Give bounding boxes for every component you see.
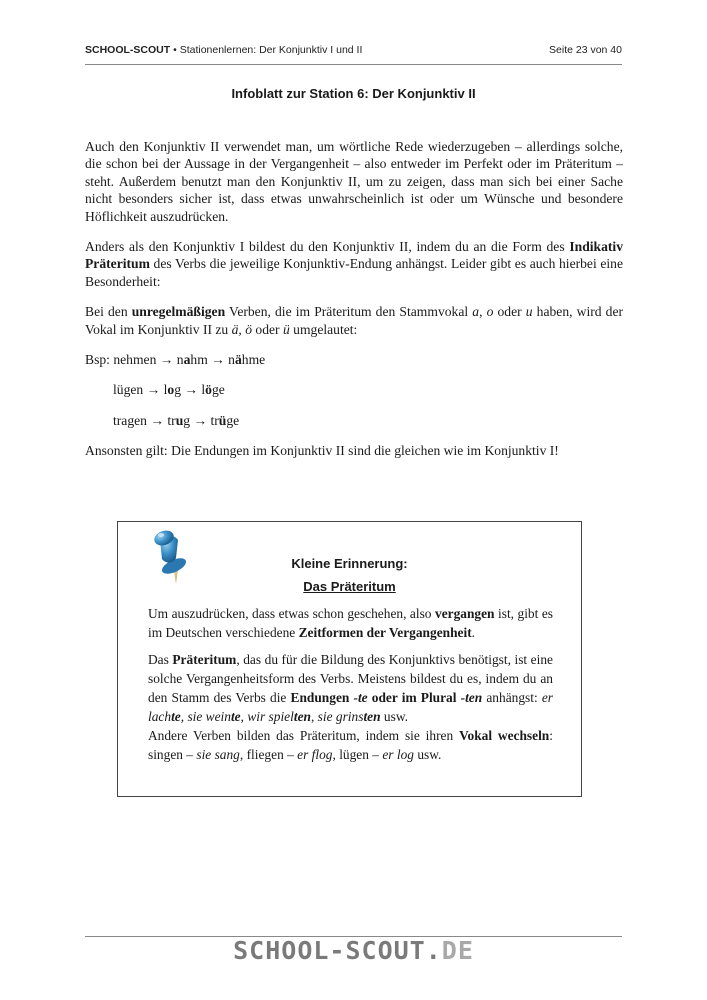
- stem-part: n: [228, 352, 235, 368]
- stem-part: hm: [190, 352, 208, 368]
- text-span: ist, gibt es im Deutschen verschiedene: [148, 606, 553, 640]
- verb-konjunktiv: [228, 352, 265, 367]
- arrow-right-icon: →: [184, 382, 198, 398]
- arrow-right-icon: →: [193, 412, 208, 428]
- example-stem: er lach: [148, 690, 553, 724]
- text-span: des Verbs die jeweilige Konjunktiv-Endung anhängst. Leider gibt es auch hierbei eine Besonderheit:: [85, 256, 623, 289]
- stem-part: hme: [241, 352, 266, 368]
- text-span: ,: [240, 709, 248, 724]
- umlaut: ü: [282, 321, 290, 337]
- text-span: oder: [252, 321, 283, 337]
- bold-term: unregelmäßigen: [131, 304, 226, 320]
- example-line-2: [85, 381, 623, 398]
- example-line-3: [85, 412, 623, 429]
- example-form: sie sang: [196, 747, 240, 762]
- vowel: u: [525, 304, 533, 320]
- header-brand: SCHOOL-SCOUT: [85, 44, 171, 56]
- text-span: ,: [310, 709, 318, 724]
- arrow-right-icon: →: [146, 382, 161, 398]
- text-span: Andere Verben bilden das Präteritum, indem sie ihren: [148, 728, 460, 743]
- example-line-1: [85, 351, 623, 368]
- box-paragraph-2: [148, 650, 553, 764]
- stem-vowel: a: [183, 352, 191, 368]
- paragraph-intro: Auch den Konjunktiv II verwendet man, um wörtliche Rede wiederzugeben – allerdings solche, die schon bei der Aussage in der Vergangenheit – also entweder im Perfekt oder im Präteritum – steht. Außerdem benutzt man den Konjunktiv II, um zu zeigen, dass man sich bei einer Sache nicht besonders sicher ist, dass etwas unwahrscheinlich ist oder um Wünsche und besondere Höflichkeit auszudrücken.: [85, 139, 623, 224]
- page-title: Infoblatt zur Station 6: Der Konjunktiv II: [231, 86, 476, 101]
- stem-part: l: [201, 382, 206, 398]
- bold-term: Präteritum: [172, 652, 237, 667]
- stem-vowel: u: [175, 412, 184, 428]
- verb-konjunktiv: [201, 382, 224, 397]
- stem-part: ge: [211, 382, 225, 398]
- header-separator: •: [170, 44, 180, 56]
- ending: -te: [353, 690, 368, 705]
- verb-preterite: [164, 382, 181, 397]
- stem-part: ge: [226, 412, 240, 428]
- text-span: anhängst:: [482, 690, 542, 705]
- verb-preterite: [177, 352, 208, 367]
- text-span: usw.: [413, 747, 442, 762]
- umlaut: ö: [245, 321, 253, 337]
- logo-main: SCHOOL-SCOUT.: [233, 936, 442, 965]
- ending: te: [230, 709, 241, 724]
- bold-term: Endungen: [290, 690, 354, 705]
- footer-logo: [0, 936, 707, 965]
- text-span: ,: [238, 321, 246, 337]
- header-divider: [85, 64, 622, 65]
- box-title: Kleine Erinnerung:: [291, 556, 408, 571]
- ending: ten: [293, 709, 311, 724]
- vowel: a: [472, 304, 480, 320]
- page-number: Seite 23 von 40: [549, 44, 622, 56]
- verb-infinitive: lügen: [113, 382, 144, 398]
- stem-part: g: [183, 412, 191, 428]
- ending: -ten: [460, 690, 483, 705]
- bold-term: vergangen: [435, 606, 495, 621]
- page-header: [85, 44, 622, 62]
- stem-part: n: [176, 352, 184, 368]
- text-span: .: [471, 625, 476, 640]
- verb-infinitive: tragen: [113, 412, 147, 428]
- box-body: [148, 604, 553, 772]
- example-stem: sie wein: [187, 709, 231, 724]
- text-span: oder: [493, 304, 526, 320]
- text-span: Anders als den Konjunktiv I bildest du den Konjunktiv II, indem du an die Form des: [85, 239, 570, 255]
- verb-preterite: [167, 413, 190, 428]
- verb-infinitive: nehmen: [113, 352, 157, 368]
- ending: ten: [363, 709, 381, 724]
- text-span: : singen –: [148, 728, 553, 762]
- example-form: er flog: [297, 747, 333, 762]
- text-span: , lügen –: [332, 747, 383, 762]
- umlaut: ä: [231, 321, 239, 337]
- stem-part: l: [163, 382, 168, 398]
- text-span: ,: [180, 709, 188, 724]
- example-prefix: Bsp:: [85, 352, 114, 368]
- text-span: haben, wird der Vokal im Konjunktiv II zu: [85, 304, 624, 337]
- box-paragraph-1: [148, 604, 553, 642]
- example-form: er log: [382, 747, 414, 762]
- arrow-right-icon: →: [211, 352, 225, 368]
- stem-part: tr: [167, 412, 176, 428]
- bold-term: Vokal wechseln: [459, 728, 550, 743]
- reminder-box: [117, 521, 582, 797]
- text-span: umgelautet:: [289, 321, 358, 337]
- bold-term: Indikativ Präteritum: [85, 239, 623, 272]
- ending: te: [171, 709, 181, 724]
- text-span: , das du für die Bildung des Konjunktivs benötigst, ist eine solche Vergangenheitsform des Verbs. Meistens bildest du es, indem du an den Stamm des Verbs die: [148, 652, 553, 705]
- logo-tld: DE: [441, 936, 474, 965]
- stem-part: g: [174, 382, 181, 398]
- bold-term: oder im Plural: [367, 690, 461, 705]
- verb-konjunktiv: [210, 413, 239, 428]
- text-span: , fliegen –: [239, 747, 298, 762]
- paragraph-formation: [85, 238, 623, 290]
- text-span: Um auszudrücken, dass etwas schon geschehen, also: [148, 606, 435, 621]
- text-span: Das: [148, 652, 173, 667]
- umlaut-vowel: ö: [205, 382, 212, 398]
- vowel: o: [486, 304, 494, 320]
- text-span: usw.: [380, 709, 408, 724]
- stem-vowel: o: [167, 382, 175, 398]
- umlaut-vowel: ü: [218, 412, 227, 428]
- arrow-right-icon: →: [150, 412, 164, 428]
- header-left: [85, 44, 362, 56]
- example-stem: wir spiel: [247, 709, 294, 724]
- arrow-right-icon: →: [159, 352, 174, 368]
- text-span: Bei den: [85, 304, 132, 320]
- stem-part: tr: [210, 412, 219, 428]
- paragraph-irregular: [85, 303, 623, 338]
- box-subtitle: Das Präteritum: [303, 579, 396, 594]
- text-span: ,: [479, 304, 487, 320]
- paragraph-endings: Ansonsten gilt: Die Endungen im Konjunktiv II sind die gleichen wie im Konjunktiv I!: [85, 443, 559, 459]
- example-stem: sie grins: [317, 709, 364, 724]
- bold-term: Zeitformen der Vergangenheit: [298, 625, 472, 640]
- main-text: [85, 138, 623, 473]
- umlaut-vowel: ä: [234, 352, 242, 368]
- text-span: Verben, die im Präteritum den Stammvokal: [225, 304, 473, 320]
- header-doc-title: Stationenlernen: Der Konjunktiv I und II: [179, 44, 363, 56]
